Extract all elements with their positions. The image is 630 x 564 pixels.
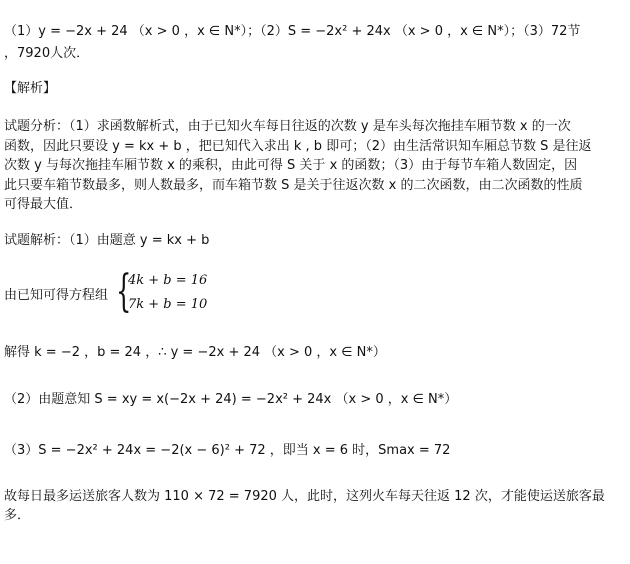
- equation-2: 7k + b = 10: [128, 297, 208, 312]
- answer-line-2: ，7920人次．: [4, 46, 90, 61]
- system-prefix: 由已知可得方程组: [4, 288, 109, 303]
- solution-line-k: 解得 k = −2 ，b = 24 ，∴ y = −2x + 24 （x > 0 ，x ∈ N*）: [4, 345, 386, 360]
- analysis-line-1: 试题分析：（1）求函数解析式，由于已知火车每日往返的次数 y 是车头每次拖挂车厢节数 x 的一次: [4, 119, 571, 134]
- solution-line-2: （2）由题意知 S = xy = x(−2x + 24) = −2x² + 24x （x > 0 ，x ∈ N*）: [4, 392, 458, 407]
- analysis-line-5: 可得最大值．: [4, 197, 83, 212]
- final-line-1: 故每日最多运送旅客人数为 110 × 72 = 7920 人，此时，这列火车每天往返 12 次，才能使运送旅客最: [4, 489, 605, 504]
- analysis-line-2: 函数，因此只要设 y = kx + b ，把已知代入求出 k , b 即可；（2）由生活常识知车厢总节数 S 是往返: [4, 139, 592, 154]
- solution-line-1: 试题解析：（1）由题意 y = kx + b: [4, 233, 210, 248]
- analysis-line-3: 次数 y 与每次拖挂车厢节数 x 的乘积，由此可得 S 关于 x 的函数；（3）由于每节车箱人数固定，因: [4, 158, 578, 173]
- solution-line-3: （3）S = −2x² + 24x = −2(x − 6)² + 72 ，即当 x = 6 时，Smax = 72: [4, 443, 451, 458]
- equation-1: 4k + b = 16: [128, 273, 208, 288]
- answer-line-1: （1）y = −2x + 24 （x > 0 ，x ∈ N*）；（2）S = −2x² + 24x （x > 0 ，x ∈ N*）；（3）72节: [4, 24, 581, 39]
- final-line-2: 多．: [4, 508, 31, 523]
- analysis-line-4: 此只要车箱节数最多，则人数最多，而车箱节数 S 是关于往返次数 x 的二次函数，由二次函数的性质: [4, 178, 583, 193]
- left-brace: {: [116, 266, 132, 317]
- analysis-header: 【解析】: [4, 81, 57, 96]
